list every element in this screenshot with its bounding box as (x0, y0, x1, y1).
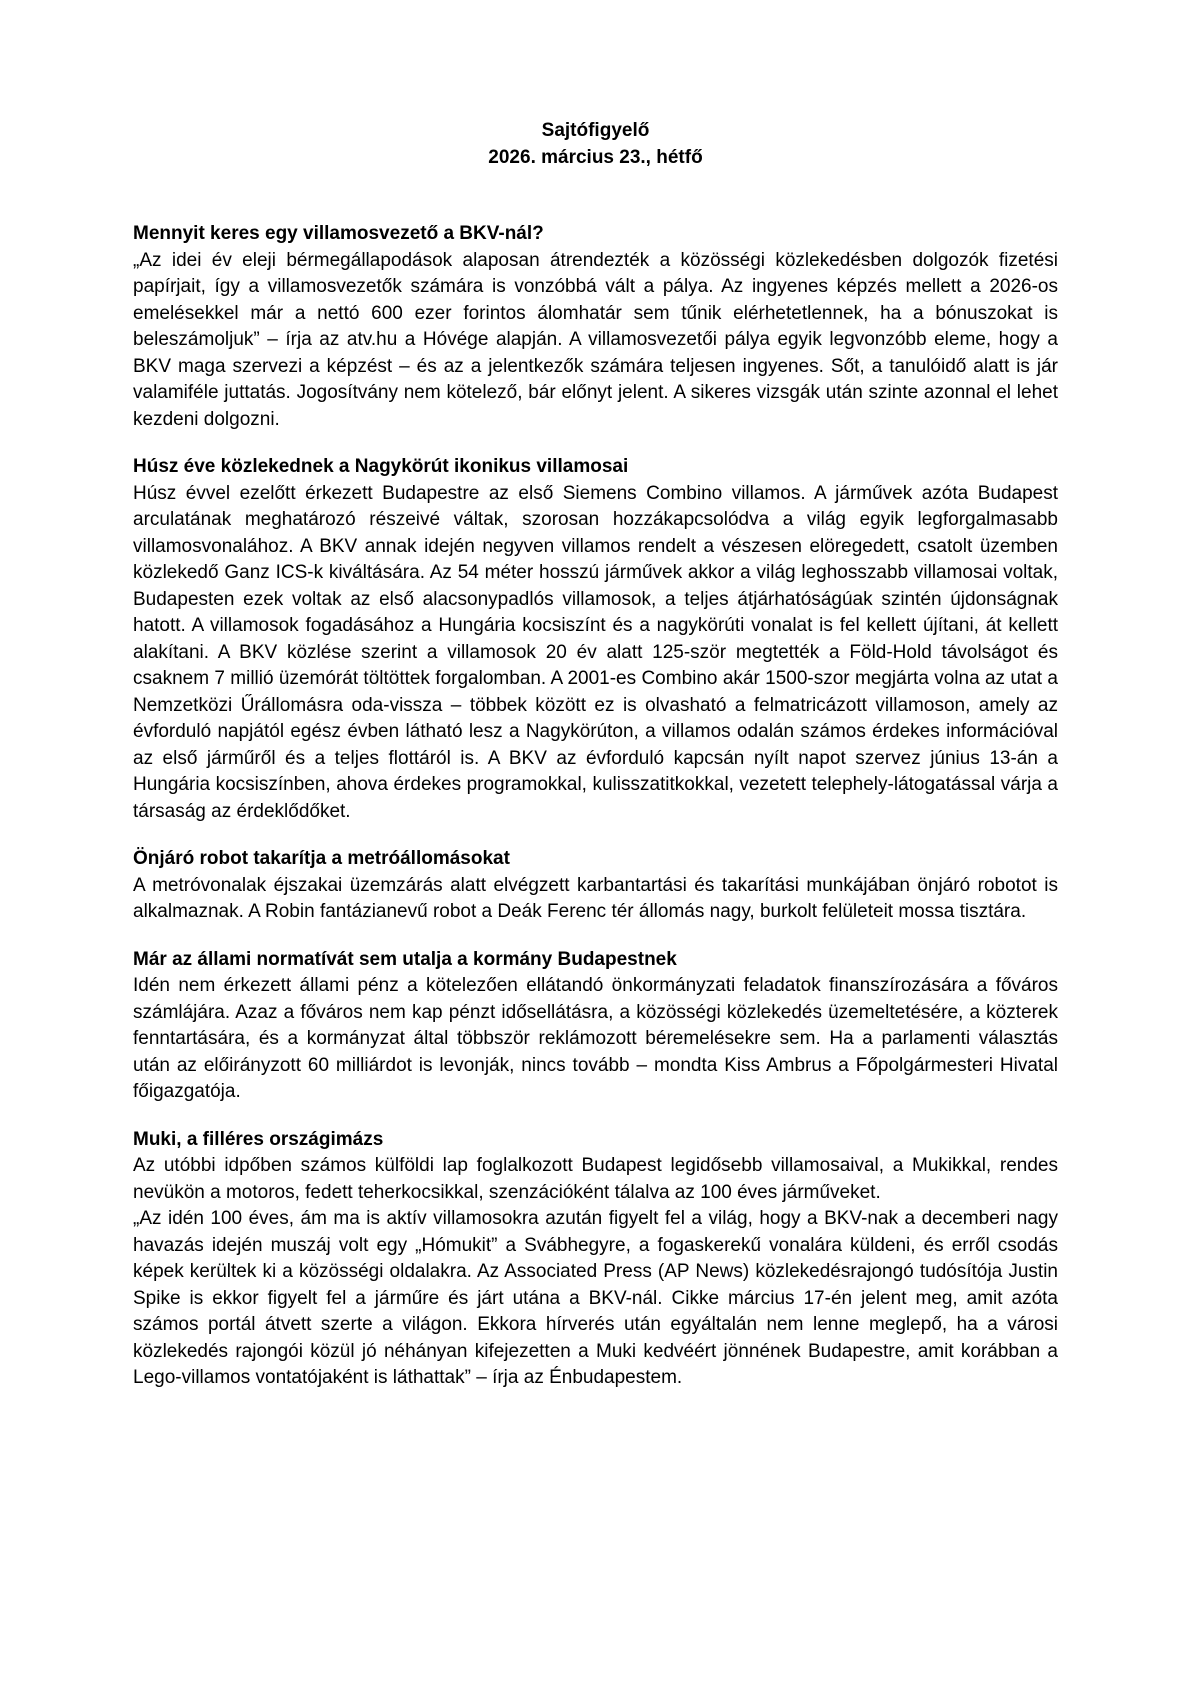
section-heading: Húsz éve közlekednek a Nagykörút ikonikus villamosai (133, 456, 629, 477)
section-villamosvezeto-fizetes (133, 221, 1058, 433)
paragraph: Az utóbbi idpőben számos külföldi lap foglalkozott Budapest legidősebb villamosaival, a Mukikkal, rendes nevükön a motoros, fedett teherkocsikkal, szenzációként tálalva az 100 éves járműveket. (133, 1155, 1058, 1203)
paragraph: Húsz évvel ezelőtt érkezett Budapestre az első Siemens Combino villamos. A járművek azóta Budapest arculatának meghatározó részeivé váltak, szorosan hozzákapcsolódva a világ egyik legforgalmasabb villamosvonalához. A BKV annak idején negyven villamos rendelt a vészesen elöregedett, csatolt üzemben közlekedő Ganz ICS-k kiváltására. Az 54 méter hosszú járművek akkor a világ leghosszabb villamosai voltak, Budapesten ezek voltak az első alacsonypadlós villamosok, a teljes átjárhatóságúak szintén újdonságnak hatott. A villamosok fogadásához a Hungária kocsiszínt és a nagykörúti vonalat is fel kellett újítani, át kellett alakítani. A BKV közlése szerint a villamosok 20 év alatt 125-ször megtették a Föld-Hold távolságot és csaknem 7 millió üzemórát töltöttek forgalomban. A 2001-es Combino akár 1500-szor megjárta volna az utat a Nemzetközi Űrállomásra oda-vissza – többek között ez is olvasható a felmatricázott villamoson, amely az évforduló napjától egész évben látható lesz a Nagykörúton, a villamos odalán számos érdekes információval az első járműről és a teljes flottáról is. A BKV az évforduló kapcsán nyílt napot szervez június 13-án a Hungária kocsiszínben, ahova érdekes programokkal, kulisszatitkokkal, vezetett telephely-látogatással várja a társaság az érdeklődőket. (133, 482, 1058, 822)
section-allami-normativa (133, 947, 1058, 1106)
section-heading: Már az állami normatívát sem utalja a kormány Budapestnek (133, 948, 677, 970)
section-heading: Mennyit keres egy villamosvezető a BKV-nál? (133, 223, 544, 244)
paragraph: „Az idei év eleji bérmegállapodások alaposan átrendezték a közösségi közlekedésben dolgozók fizetési papírjait, így a villamosvezetők számára is vonzóbbá vált a pálya. Az ingyenes képzés mellett a 2026-os emelésekkel már a nettó 600 ezer forintos álomhatár sem tűnik elérhetetlennek, ha a bónuszokat is beleszámoljuk” – írja az atv.hu a Hóvége alapján. A villamosvezetői pálya egyik legvonzóbb eleme, hogy a BKV maga szervezi a képzést – és az a jelentkezők számára teljesen ingyenes. Sőt, a tanulóidő alatt is jár valamiféle juttatás. Jogosítvány nem kötelező, bár előnyt jelent. A sikeres vizsgák után szinte azonnal el lehet kezdeni dolgozni. (133, 249, 1058, 430)
document-header (133, 117, 1058, 171)
section-heading: Muki, a filléres országimázs (133, 1128, 384, 1150)
document-date: 2026. március 23., hétfő (488, 147, 703, 168)
paragraph: „Az idén 100 éves, ám ma is aktív villamosokra azután figyelt fel a világ, hogy a BKV-nak a decemberi nagy havazás idején muszáj volt egy „Hómukit” a Svábhegyre, a fogaskerekű vonalára küldeni, és erről csodás képek kerültek ki a közösségi oldalakra. Az Associated Press (AP News) közlekedésrajongó tudósítója Justin Spike is ekkor figyelt fel a járműre és járt utána a BKV-nál. Cikke március 17-én jelent meg, amit azóta számos portál átvett szerte a világon. Ekkora hírverés után egyáltalán nem lenne meglepő, ha a városi közlekedés rajongói közül jó néhányan kifejezetten a Muki kedvéért jönnének Budapestre, amit korábban a Lego-villamos vontatójaként is láthattak” – írja az Énbudapestem. (133, 1208, 1058, 1388)
section-combino-evfordulo (133, 454, 1058, 825)
section-muki-orszagimazs (133, 1127, 1058, 1392)
section-onjaro-robot (133, 846, 1058, 926)
document-title: Sajtófigyelő (541, 120, 650, 141)
paragraph: A metróvonalak éjszakai üzemzárás alatt elvégzett karbantartási és takarítási munkájában önjáró robotot is alkalmaznak. A Robin fantázianevű robot a Deák Ferenc tér állomás nagy, burkolt felületeit mossa tisztára. (133, 874, 1058, 922)
paragraph: Idén nem érkezett állami pénz a kötelezően ellátandó önkormányzati feladatok finanszírozására a főváros számlájára. Azaz a főváros nem kap pénzt idősellátásra, a közösségi közlekedés üzemeltetésére, a közterek fenntartására, és a kormányzat által többször reklámozott béremelésekre sem. Ha a parlamenti választás után az előirányzott 60 milliárdot is levonják, nincs tovább – mondta Kiss Ambrus a Főpolgármesteri Hivatal főigazgatója. (133, 975, 1058, 1102)
section-heading: Önjáró robot takarítja a metróállomásokat (133, 848, 510, 869)
